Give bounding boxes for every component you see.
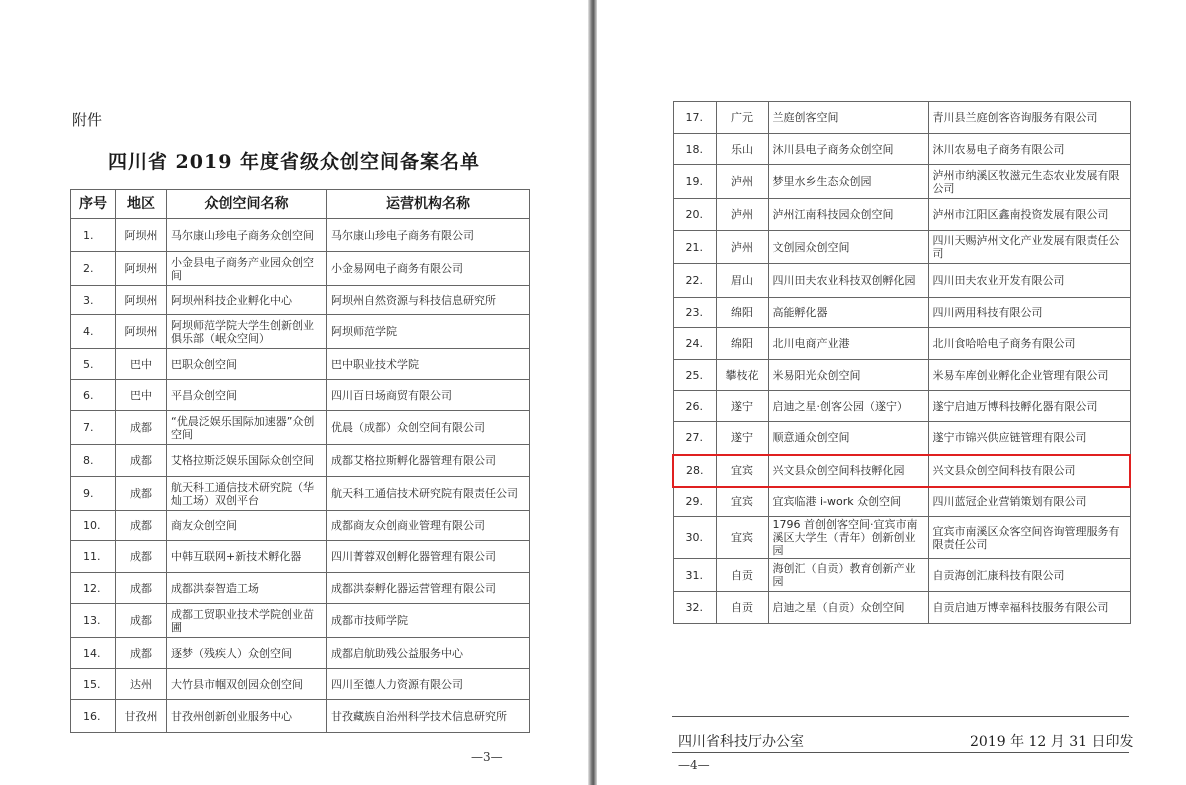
row-region: 甘孜州 [116, 700, 167, 733]
row-operator: 自贡启迪万博幸福科技服务有限公司 [928, 592, 1130, 624]
row-region: 成都 [116, 638, 167, 669]
header-operator: 运营机构名称 [327, 190, 530, 219]
row-space-name: 商友众创空间 [167, 511, 327, 541]
row-number: 8. [71, 445, 116, 477]
header-region: 地区 [116, 190, 167, 219]
row-region: 巴中 [116, 380, 167, 411]
table-row [673, 517, 1130, 559]
table-row [71, 541, 530, 573]
row-space-name: 高能孵化器 [768, 298, 928, 328]
row-operator: 巴中职业技术学院 [327, 349, 530, 380]
row-number: 16. [71, 700, 116, 733]
document-title: 四川省 2019 年度省级众创空间备案名单 [107, 151, 481, 173]
table-row [673, 165, 1130, 199]
row-region: 阿坝州 [116, 286, 167, 315]
row-space-name: 航天科工通信技术研究院（华灿工场）双创平台 [167, 477, 327, 511]
table-row [71, 315, 530, 349]
row-number: 13. [71, 604, 116, 638]
row-operator: 成都商友众创商业管理有限公司 [327, 511, 530, 541]
row-region: 泸州 [716, 165, 768, 199]
row-space-name: 巴职众创空间 [167, 349, 327, 380]
table-row [673, 298, 1130, 328]
row-region: 成都 [116, 573, 167, 604]
row-region: 成都 [116, 411, 167, 445]
row-space-name: 启迪之星·创客公园（遂宁） [768, 391, 928, 422]
table-row [673, 391, 1130, 422]
table-row [71, 700, 530, 733]
row-operator: 成都启航助残公益服务中心 [327, 638, 530, 669]
table-row [673, 264, 1130, 298]
row-region: 宜宾 [716, 487, 768, 517]
row-number: 23. [673, 298, 716, 328]
row-number: 15. [71, 669, 116, 700]
row-number: 4. [71, 315, 116, 349]
row-number: 11. [71, 541, 116, 573]
row-region: 绵阳 [716, 298, 768, 328]
table-row [71, 604, 530, 638]
row-number: 2. [71, 252, 116, 286]
row-space-name: 大竹县市帼双创园众创空间 [167, 669, 327, 700]
row-space-name: 宜宾临港 i-work 众创空间 [768, 487, 928, 517]
row-space-name: 兰庭创客空间 [768, 102, 928, 134]
row-space-name: 阿坝州科技企业孵化中心 [167, 286, 327, 315]
row-operator: 阿坝师范学院 [327, 315, 530, 349]
row-number: 22. [673, 264, 716, 298]
row-region: 成都 [116, 445, 167, 477]
row-region: 成都 [116, 477, 167, 511]
row-number: 25. [673, 360, 716, 391]
row-region: 阿坝州 [116, 252, 167, 286]
table-row [71, 349, 530, 380]
row-operator: 米易车库创业孵化企业管理有限公司 [928, 360, 1130, 391]
table-row [673, 134, 1130, 165]
row-number: 17. [673, 102, 716, 134]
table-row [673, 455, 1130, 487]
table-row [673, 199, 1130, 231]
page-number: —3— [471, 750, 503, 764]
row-region: 攀枝花 [716, 360, 768, 391]
footer-office: 四川省科技厅办公室 [678, 734, 804, 750]
row-space-name: 沐川县电子商务众创空间 [768, 134, 928, 165]
row-operator: 宜宾市南溪区众客空间咨询管理服务有限责任公司 [928, 517, 1130, 559]
row-number: 6. [71, 380, 116, 411]
row-region: 阿坝州 [116, 315, 167, 349]
row-number: 30. [673, 517, 716, 559]
row-number: 20. [673, 199, 716, 231]
table-row [673, 328, 1130, 360]
row-space-name: 顺意通众创空间 [768, 422, 928, 455]
row-number: 1. [71, 219, 116, 252]
row-space-name: 平昌众创空间 [167, 380, 327, 411]
row-space-name: 泸州江南科技园众创空间 [768, 199, 928, 231]
row-number: 24. [673, 328, 716, 360]
row-number: 18. [673, 134, 716, 165]
row-number: 31. [673, 559, 716, 592]
table-row [71, 573, 530, 604]
row-space-name: 启迪之星（自贡）众创空间 [768, 592, 928, 624]
row-number: 5. [71, 349, 116, 380]
row-region: 广元 [716, 102, 768, 134]
row-number: 32. [673, 592, 716, 624]
table-row [71, 252, 530, 286]
row-region: 泸州 [716, 199, 768, 231]
row-operator: 四川至德人力资源有限公司 [327, 669, 530, 700]
row-number: 21. [673, 231, 716, 264]
left-page [0, 0, 588, 785]
footer-rule-top [672, 716, 1129, 717]
row-operator: 优晨（成都）众创空间有限公司 [327, 411, 530, 445]
row-operator: 成都洪泰孵化器运营管理有限公司 [327, 573, 530, 604]
row-space-name: 逐梦（残疾人）众创空间 [167, 638, 327, 669]
table-row [71, 638, 530, 669]
row-region: 眉山 [716, 264, 768, 298]
row-space-name: 马尔康山珍电子商务众创空间 [167, 219, 327, 252]
row-operator: 四川两用科技有限公司 [928, 298, 1130, 328]
table-row [71, 219, 530, 252]
row-region: 泸州 [716, 231, 768, 264]
row-operator: 兴文县众创空间科技有限公司 [928, 455, 1130, 487]
row-operator: 甘孜藏族自治州科学技术信息研究所 [327, 700, 530, 733]
table-row [71, 380, 530, 411]
row-space-name: 1796 首创创客空间·宜宾市南溪区大学生（青年）创新创业园 [768, 517, 928, 559]
row-operator: 四川田夫农业开发有限公司 [928, 264, 1130, 298]
table-row [673, 559, 1130, 592]
row-operator: 四川菁蓉双创孵化器管理有限公司 [327, 541, 530, 573]
row-number: 29. [673, 487, 716, 517]
registry-table-left [70, 189, 530, 733]
row-space-name: 文创园众创空间 [768, 231, 928, 264]
row-space-name: 成都洪泰智造工场 [167, 573, 327, 604]
row-number: 10. [71, 511, 116, 541]
row-operator: 沐川农易电子商务有限公司 [928, 134, 1130, 165]
row-space-name: “优晨泛娱乐国际加速器”众创空间 [167, 411, 327, 445]
row-region: 巴中 [116, 349, 167, 380]
attachment-label: 附件 [72, 111, 103, 129]
table-row [71, 286, 530, 315]
row-region: 宜宾 [716, 455, 768, 487]
row-operator: 泸州市江阳区鑫南投资发展有限公司 [928, 199, 1130, 231]
row-space-name: 阿坝师范学院大学生创新创业俱乐部（岷众空间） [167, 315, 327, 349]
table-row [71, 411, 530, 445]
row-region: 自贡 [716, 559, 768, 592]
page-number: —4— [678, 758, 710, 772]
row-operator: 小金易网电子商务有限公司 [327, 252, 530, 286]
row-number: 26. [673, 391, 716, 422]
table-row [673, 592, 1130, 624]
row-region: 成都 [116, 541, 167, 573]
row-region: 自贡 [716, 592, 768, 624]
book-spine [588, 0, 597, 785]
row-region: 遂宁 [716, 422, 768, 455]
row-region: 达州 [116, 669, 167, 700]
row-operator: 泸州市纳溪区牧滋元生态农业发展有限公司 [928, 165, 1130, 199]
row-number: 19. [673, 165, 716, 199]
row-space-name: 小金县电子商务产业园众创空间 [167, 252, 327, 286]
row-number: 14. [71, 638, 116, 669]
row-space-name: 海创汇（自贡）教育创新产业园 [768, 559, 928, 592]
row-region: 乐山 [716, 134, 768, 165]
row-region: 成都 [116, 511, 167, 541]
row-space-name: 北川电商产业港 [768, 328, 928, 360]
table-row [71, 669, 530, 700]
table-row [71, 477, 530, 511]
row-region: 成都 [116, 604, 167, 638]
table-row [71, 511, 530, 541]
table-row [673, 231, 1130, 264]
row-operator: 航天科工通信技术研究院有限责任公司 [327, 477, 530, 511]
footer-date: 2019 年 12 月 31 日印发 [970, 734, 1134, 750]
row-space-name: 四川田夫农业科技双创孵化园 [768, 264, 928, 298]
table-row [673, 102, 1130, 134]
table-row [71, 445, 530, 477]
footer-rule-bottom [672, 752, 1129, 753]
row-operator: 成都艾格拉斯孵化器管理有限公司 [327, 445, 530, 477]
row-space-name: 中韩互联网+新技术孵化器 [167, 541, 327, 573]
row-region: 阿坝州 [116, 219, 167, 252]
row-operator: 遂宁市锦兴供应链管理有限公司 [928, 422, 1130, 455]
row-operator: 青川县兰庭创客咨询服务有限公司 [928, 102, 1130, 134]
row-operator: 四川百日场商贸有限公司 [327, 380, 530, 411]
table-row [673, 487, 1130, 517]
row-operator: 自贡海创汇康科技有限公司 [928, 559, 1130, 592]
row-space-name: 兴文县众创空间科技孵化园 [768, 455, 928, 487]
row-number: 12. [71, 573, 116, 604]
row-operator: 成都市技师学院 [327, 604, 530, 638]
row-number: 7. [71, 411, 116, 445]
row-space-name: 成都工贸职业技术学院创业苗圃 [167, 604, 327, 638]
row-operator: 马尔康山珍电子商务有限公司 [327, 219, 530, 252]
table-row [673, 360, 1130, 391]
row-region: 绵阳 [716, 328, 768, 360]
row-space-name: 艾格拉斯泛娱乐国际众创空间 [167, 445, 327, 477]
row-space-name: 米易阳光众创空间 [768, 360, 928, 391]
row-operator: 阿坝州自然资源与科技信息研究所 [327, 286, 530, 315]
row-number: 28. [673, 455, 716, 487]
row-operator: 四川天赐泸州文化产业发展有限责任公司 [928, 231, 1130, 264]
header-no: 序号 [71, 190, 116, 219]
row-region: 遂宁 [716, 391, 768, 422]
row-operator: 四川蓝冠企业营销策划有限公司 [928, 487, 1130, 517]
table-row [673, 422, 1130, 455]
row-operator: 遂宁启迪万博科技孵化器有限公司 [928, 391, 1130, 422]
row-operator: 北川食哈哈电子商务有限公司 [928, 328, 1130, 360]
row-space-name: 甘孜州创新创业服务中心 [167, 700, 327, 733]
registry-table-right [672, 101, 1131, 624]
row-space-name: 梦里水乡生态众创园 [768, 165, 928, 199]
row-number: 3. [71, 286, 116, 315]
table-header-row [71, 190, 530, 219]
row-region: 宜宾 [716, 517, 768, 559]
row-number: 27. [673, 422, 716, 455]
row-number: 9. [71, 477, 116, 511]
header-space-name: 众创空间名称 [167, 190, 327, 219]
